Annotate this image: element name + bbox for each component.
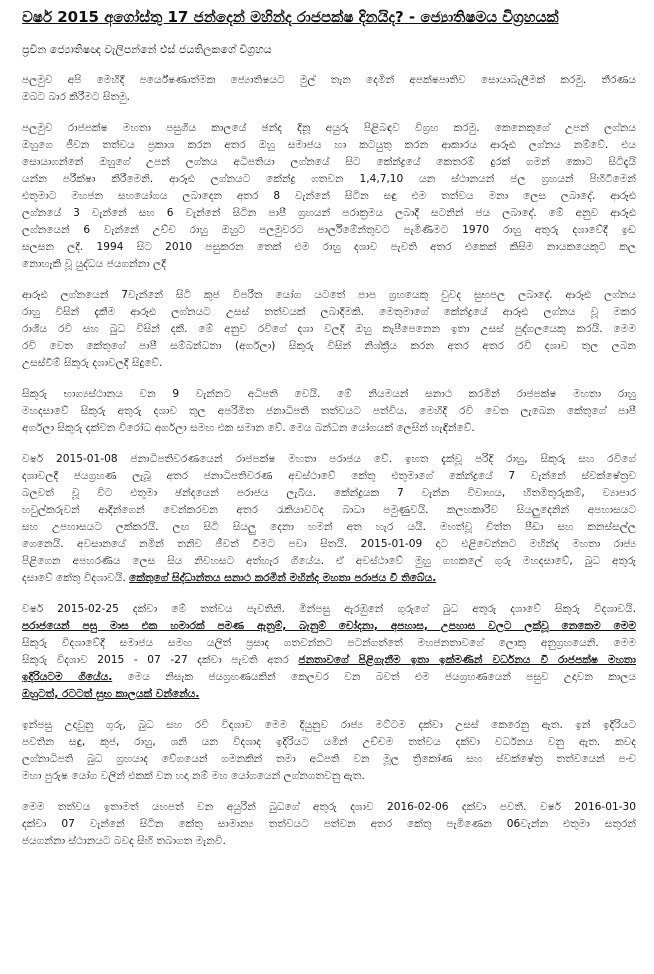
paragraph-line xyxy=(22,570,636,587)
line-text: ජයගන්නා ස්ථානයට බවද සිහි තබාගත මැනවි. xyxy=(22,835,226,847)
line-text: ඉන්පසු උදාවුනු ගුරු, බුධ සහ රවි විදශාව මෙම දියුනුව රාජ්‍ය මට්ටම දක්වා උසස් කෙරෙනු ඇත. ඉන් ඉදිරියට xyxy=(22,719,636,731)
paragraph-line xyxy=(22,137,636,154)
article-body xyxy=(22,72,636,850)
line-text: වර්ෂ 2015-02-25 දක්වා මේ තත්වය පැවතිනි. මින්පසු ඇරඹුනේ ගුරුගේ බුධ අතුරු දශාවේ සිකුරු විදශාවයි. xyxy=(22,603,636,615)
paragraph-line xyxy=(22,536,636,553)
article-paragraph xyxy=(22,386,636,437)
paragraph-line xyxy=(22,686,636,703)
line-text: හවුල්කරුවන් ආදීන්ගෙන් වෙන්කරවන අතර රැකියාවටද බාධා පමුණුවයි. කලහකාරීව සියලුදෙනින් අපහාසයට xyxy=(22,504,636,516)
line-text: සොයාගන්නේ ඔහුගේ උපන් ලග්නය අධිපතියා ලග්නයේ සිට කේන්ද්‍රයේ කෙතරම් දුරක් ගමන් කොට සිටිදැයි xyxy=(22,156,636,168)
emphasized-text: ජනතාවගේ පිළිගැනීම ඉතා ඉක්මණින් වර්ධනය වී රාජපක්ෂ මහතා xyxy=(298,654,636,666)
line-text: ආරූඪ ලග්නයෙන් 7වැන්නේ සිටි කුජ විපරීත යෝග යටතේ පාප ග්‍රහයෙකු වුවද සුභපල ලබාදේ. ආරූඪ ලග්නය xyxy=(22,289,636,301)
line-text: මෙය නිසැක ජයග්‍රහණයකින් කෙලවර වන බවත් එම ජයග්‍රහණයෙන් පසුව උදාවන කාලය xyxy=(112,671,636,683)
line-text: පලමුව රාජපක්ෂ මහතා පසුගිය කාලයේ ඡන්ද දිනූ අයුරු පිළිබඳව විග්‍රහ කරමු. කෙනෙකුගේ උපන් ලග්නය xyxy=(22,122,636,134)
line-text: ලග්නාධිපති බුධ ග්‍රහයාද වේගයෙන් ගමනකින් තමා අධිපති වන මූල ත්‍රිකෝණ සහ ස්වක්ෂේත්‍ර තත්වයෙන් පංච xyxy=(22,753,636,765)
line-text: නොහැකි වූ යුද්ධය ජයගන්නා ලදී xyxy=(22,258,166,270)
paragraph-line xyxy=(22,635,636,652)
article-paragraph xyxy=(22,120,636,273)
line-text: මහදසාවේ සිකුරු අතුරු දශාව තුල අපරිමිත ජනාධිපති තත්වයට පත්විය. මෙහිදී රවි වෙත ලැබෙන කේතුගේ පාපී xyxy=(22,405,636,417)
paragraph-line xyxy=(22,89,636,106)
paragraph-line xyxy=(22,386,636,403)
line-text: ලග්නයේ 3 වැන්නේ සහ 6 වැන්නේ සිටින පාපී ග්‍රහයන් පරාක්‍රමය ලබාදී සටනින් ජය ලබාදේ. මේ අනුව ආරූඪ xyxy=(22,207,636,219)
emphasized-text: කේතුගේ සිද්ධාන්තය සනාථ කරමින් මහින්ද මහතා පරාජය වී තිබේය. xyxy=(129,572,437,584)
line-text: බලවත් වූ විට එතුමා ඡන්දයෙන් පරාජය ලැබීය. කේන්ද්‍රයක 7 වැන්න විවාහය, හිතමිතුරුකම්, ව්‍යාපාර xyxy=(22,487,636,499)
paragraph-line xyxy=(22,171,636,188)
emphasized-text: ඉදිරියටම ගියේය. xyxy=(22,671,113,683)
article-byline: ප්‍රවීන ජ්‍යොතිෂඥ වැලිපන්නේ එස් ජයතිලකගේ විග්‍රහය xyxy=(22,43,272,56)
paragraph-line xyxy=(22,239,636,256)
paragraph-line xyxy=(22,420,636,437)
paragraph-line xyxy=(22,751,636,768)
paragraph-line xyxy=(22,338,636,355)
article-paragraph xyxy=(22,72,636,106)
line-text: පවතින සඳු, කුජ, රාහු, ශනි යන විදශාද ඉදිරියට යමින් උච්චම තත්වය දක්වා වර්ධනය වනු ඇත. කවද xyxy=(22,736,636,748)
line-text: පිළිගෙන අපහරණිය ලෙස සිය නිවහසට අත්හැර ගියේය. ඒ අවස්ථාවේ මුහු ගහකලේ ගුරු මහදසාවේ, බුධ අතුරු xyxy=(22,555,636,567)
paragraph-line xyxy=(22,485,636,502)
paragraph-line xyxy=(22,652,636,669)
paragraph-line xyxy=(22,833,636,850)
paragraph-line xyxy=(22,768,636,785)
line-text: රාහු විසින් දැකීම ආරූඪ ලග්නයට උසස් තත්වයක් ලබාදීමකි. මෙතුමාගේ කේන්ද්‍රයේ ආරූඪ ලග්නය වූ මකර xyxy=(22,306,636,318)
paragraph-line xyxy=(22,816,636,833)
paragraph-line xyxy=(22,451,636,468)
paragraph-line xyxy=(22,618,636,635)
paragraph-line xyxy=(22,120,636,137)
article-paragraph xyxy=(22,451,636,587)
paragraph-line xyxy=(22,601,636,618)
line-text: උසස්වීම් සිකුරු දශාවලදී සිදුවේ. xyxy=(22,357,163,369)
paragraph-line xyxy=(22,468,636,485)
line-text: පලමුව අපි මෙහිදී පර්යේෂණාත්මක ජ්‍යොතිෂයට මුල් තැන දෙමින් අපක්ෂපාතිව සොයාබැලීමක් කරමු. තීරණය xyxy=(22,74,636,86)
line-text: යන්න පරීක්ෂා කිරීමෙනි. ආරූඪ ලග්නයට කේන්ද්‍ර ගතවන 1,4,7,10 යන ස්ථානයන් ජල ග්‍රහයන් පිහිටීමෙන් xyxy=(22,173,636,185)
line-text: සහ උපහාසයට ලක්කරයි. ලඟ සිටි සියලු දෙනා හමන් අත හැර යයි. මහත්වූ චිත්ත පීඩා සහ කනස්සල්ල xyxy=(22,521,636,533)
article-title: වර්ෂ 2015 අගෝස්තු 17 ජන්දෙන් මහින්ද රාජපක්ෂ දිනයිද? - ජ්‍යොතිෂමය විග්‍රහයක් xyxy=(22,8,559,26)
line-text: එතුමාට මහජන සහයෝගය ලබාදෙන අතර 8 වැන්නේ සිටින සඳු එම තත්වය මනා ලෙස ලබාදේ. ආරූඪ xyxy=(22,190,636,202)
line-text: සිකුරු විදශාව 2015 - 07 -27 දක්වා පැවති අතර xyxy=(22,654,299,666)
line-text: රවි වෙත කේතුගේ පාපී සම්බන්ධතා (අර්ගලා) සිකුරු විසින් නිශ්ක්‍රීය කරන අතර අතර රවි දශාව තුල ලබන xyxy=(22,340,636,352)
paragraph-line xyxy=(22,355,636,372)
line-text: සිකුරු විදශාවේදී සමාජය සමඟ යලිත් ප්‍රසාද ගතවන්නට පටන්ගත්තේ මහජනතාවගේ ලොකු අනුග්‍රහයෙනි. මෙම xyxy=(22,637,636,649)
paragraph-line xyxy=(22,553,636,570)
line-text: මහා පුරුෂ යෝග වලින් එකක් වන හදා නම් මහ යෝගයෙන් ලග්නගතවනු ඇත. xyxy=(22,770,365,782)
line-text: මෙම තත්වය ඉතාමත් යහපත් වන අයුරින් බුධගේ අතුරු දශාව 2016-02-06 දක්වා පවතී. වර්ෂ 2016-01-30 xyxy=(22,801,636,813)
paragraph-line xyxy=(22,154,636,171)
line-text: ඔබට බාර කිරීමට සිතමු. xyxy=(22,91,131,103)
line-text: වර්ෂ 2015-01-08 ජනාධිපතිවරණයෙන් රාජපක්ෂ මහතා පරාජය වේ. ඉහත දැක්වූ පරිදි රාහු, සිකුරු සහ රවිගේ xyxy=(22,453,636,465)
paragraph-line xyxy=(22,321,636,338)
paragraph-line xyxy=(22,502,636,519)
line-text: දසාවේ කේතු විදශාවයි. xyxy=(22,572,130,584)
line-text: ලග්නයෙන් 6 වැන්නේ උච්ච රාහු ඔහුට පලමුවරට පාර්ලිමේන්තුවට පැමිණීමට 1970 රාහු අතුරු දශාවේදී ඉඩ xyxy=(22,224,636,236)
paragraph-line xyxy=(22,669,636,686)
paragraph-line xyxy=(22,403,636,420)
article-paragraph xyxy=(22,799,636,850)
article-paragraph xyxy=(22,287,636,372)
paragraph-line xyxy=(22,188,636,205)
line-text: දක්වා 07 වැන්නේ සිටින කේතු සාමාන්‍ය තත්වයට පත්වන අතර කේතු පැමිණෙන 06වැන්න එතුමා සතුරන් xyxy=(22,818,636,830)
line-text: රාශිය රවි සහ බුධ විසින් දකී. මේ අනුව රවිගේ දශා වලදී ඔහු කැපීපෙනෙන ඉතා උසස් පුද්ගලයෙකු කරයි. මෙම xyxy=(22,323,636,335)
paragraph-line xyxy=(22,734,636,751)
line-text: සිකුරු භාග්‍යස්ථානය වන 9 වැන්නට අධිපති වෙයි. මේ නියමයන් සනාථ කරමින් රාජපක්ෂ මහතා රාහු xyxy=(22,388,636,400)
line-text: ගෙනෙයි. අවසානයේ නමින් තනිව ජීවත් වීමට පවා සිතයි. 2015-01-09 දාට එළිවෙන්නට මහින්ද මහතා රාජ්‍ය xyxy=(22,538,636,550)
line-text: ඔහුගෙ ජීවන තත්වය ප්‍රකාශ කරන අතර ඔහු සමාජය හා කටයුතු කරන ආකාරය ආරූඪ ලග්නය නම්වේ. එය xyxy=(22,139,636,151)
line-text: අර්ගලා සිකුරු දක්වන විරෝධ අර්ගලා සමඟ එක සමාන වේ. මෙය බන්ධන යෝගයක් ලෙසින් හැඳින්වේ. xyxy=(22,422,475,434)
paragraph-line xyxy=(22,717,636,734)
article-paragraph xyxy=(22,601,636,703)
paragraph-line xyxy=(22,799,636,816)
article-paragraph xyxy=(22,717,636,785)
paragraph-line xyxy=(22,222,636,239)
paragraph-line xyxy=(22,256,636,273)
emphasized-text: ඔහුටත්, රටටත් සුභ කාලයක් වන්නේය. xyxy=(22,688,200,700)
paragraph-line xyxy=(22,72,636,89)
paragraph-line xyxy=(22,205,636,222)
emphasized-text: පරාජයෙන් පසු මාස එක හමාරක් පමණ ඇනුම්, බැනුම් චෝදනා, අපහාස, උපහාස වලට ලක්වූ නෙකෙම මෙම xyxy=(22,620,636,632)
paragraph-line xyxy=(22,304,636,321)
paragraph-line xyxy=(22,287,636,304)
line-text: දශාවලදී ජයග්‍රහණ ලැබූ අතර ජනාධිපතිවරණ අවස්ථාවේ කේතු එතුමාගේ කේන්ද්‍රයේ 7 වැන්නේ ස්වක්ෂේත්‍රව xyxy=(22,470,636,482)
paragraph-line xyxy=(22,519,636,536)
line-text: සලසන ලදී. 1994 සිට 2010 පසුකරන තෙක් එම රාහු දශාව පැවති අතර එකෙක් කිසිම නායකයෙකුට කල xyxy=(22,241,636,253)
